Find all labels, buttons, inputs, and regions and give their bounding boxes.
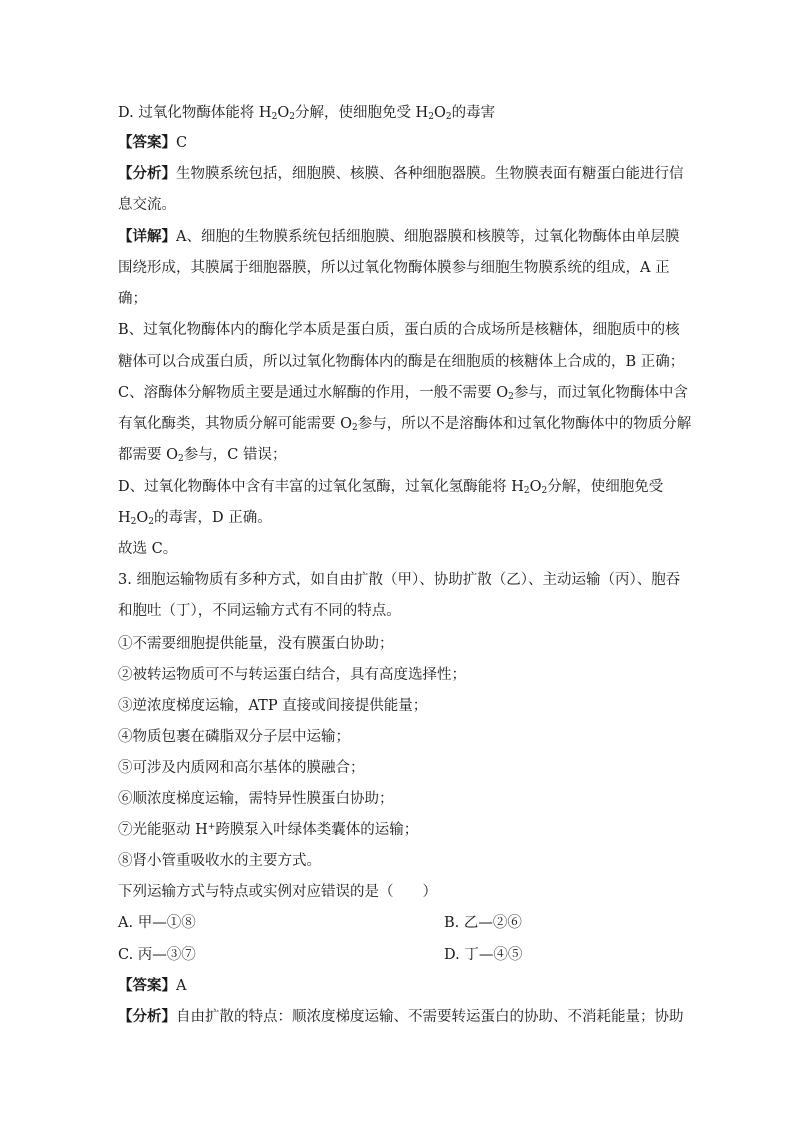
q3-item: ②被转运物质可不与转运蛋白结合，具有高度选择性； bbox=[118, 667, 466, 683]
q3-item: ③逆浓度梯度运输，ATP 直接或间接提供能量； bbox=[118, 698, 428, 714]
q3-item: ⑤可涉及内质网和高尔基体的膜融合； bbox=[118, 760, 365, 776]
q3-stem: 和胞吐（丁），不同运输方式有不同的特点。 bbox=[118, 603, 401, 619]
q3-item: ⑦光能驱动 H+跨膜泵入叶绿体类囊体的运输； bbox=[118, 822, 419, 838]
analysis-tag: 【分析】 bbox=[118, 1008, 176, 1025]
q2-detail-line: 确； bbox=[118, 291, 147, 307]
q3-option-d: D. 丁—④⑤ bbox=[444, 947, 523, 963]
q2-detail-line: 都需要 $O_2$参与，C 错误； bbox=[118, 447, 287, 464]
q3-item: ④物质包裹在磷脂双分子层中运输； bbox=[118, 729, 350, 745]
q3-option-c: C. 丙—③⑦ bbox=[118, 947, 196, 963]
q3-item: ①不需要细胞提供能量，没有膜蛋白协助； bbox=[118, 636, 394, 652]
q2-detail-line: D、过氧化物酶体中含有丰富的过氧化氢酶，过氧化氢酶能将 $H_2O_2$分解，使细胞免受 bbox=[118, 479, 664, 496]
q2-detail-line: $H_2O_2$的毒害，D 正确。 bbox=[118, 510, 272, 527]
q3-question: 下列运输方式与特点或实例对应错误的是（ ） bbox=[118, 884, 437, 900]
detail-tag: 【详解】 bbox=[118, 228, 176, 245]
q3-item: ⑧肾小管重吸收水的主要方式。 bbox=[118, 853, 321, 869]
q2-detail-line: 【详解】A、细胞的生物膜系统包括细胞膜、细胞器膜和核膜等，过氧化物酶体由单层膜 bbox=[118, 228, 680, 245]
q3-stem: 3. 细胞运输物质有多种方式，如自由扩散（甲）、协助扩散（乙）、主动运输（丙）、胞吞 bbox=[118, 572, 681, 588]
q2-detail-line: 有氧化酶类，其物质分解可能需要 $O_2$参与，所以不是溶酶体和过氧化物酶体中的物质分解 bbox=[118, 416, 692, 433]
q2-detail-line: 围绕形成，其膜属于细胞器膜，所以过氧化物酶体膜参与细胞生物膜系统的组成，A 正 bbox=[118, 260, 670, 276]
q2-analysis-line: 【分析】生物膜系统包括，细胞膜、核膜、各种细胞器膜。生物膜表面有糖蛋白能进行信 bbox=[118, 165, 684, 182]
q3-option-b: B. 乙—②⑥ bbox=[444, 915, 522, 931]
q2-detail-line: B、过氧化物酶体内的酶化学本质是蛋白质，蛋白质的合成场所是核糖体，细胞质中的核 bbox=[118, 322, 680, 338]
q3-item: ⑥顺浓度梯度运输，需特异性膜蛋白协助； bbox=[118, 791, 394, 807]
q2-option-d: D. 过氧化物酶体能将 $H_2O_2$分解，使细胞免受 $H_2O_2$的毒害 bbox=[118, 105, 496, 122]
q3-answer: 【答案】A bbox=[118, 977, 187, 994]
answer-tag: 【答案】 bbox=[118, 977, 176, 994]
q2-analysis-line: 息交流。 bbox=[118, 197, 176, 213]
q2-detail-line: 糖体可以合成蛋白质，所以过氧化物酶体内的酶是在细胞质的核糖体上合成的，B 正确； bbox=[118, 354, 685, 370]
q2-answer: 【答案】C bbox=[118, 134, 188, 151]
q3-analysis-line: 【分析】自由扩散的特点：顺浓度梯度运输、不需要转运蛋白的协助、不消耗能量；协助 bbox=[118, 1008, 684, 1025]
q3-option-a: A. 甲—①⑧ bbox=[118, 915, 196, 931]
answer-tag: 【答案】 bbox=[118, 134, 176, 151]
q2-detail-line: C、溶酶体分解物质主要是通过水解酶的作用，一般不需要 $O_2$参与，而过氧化物酶体中含 bbox=[118, 385, 688, 402]
analysis-tag: 【分析】 bbox=[118, 165, 176, 182]
q2-conclusion: 故选 C。 bbox=[118, 541, 178, 557]
